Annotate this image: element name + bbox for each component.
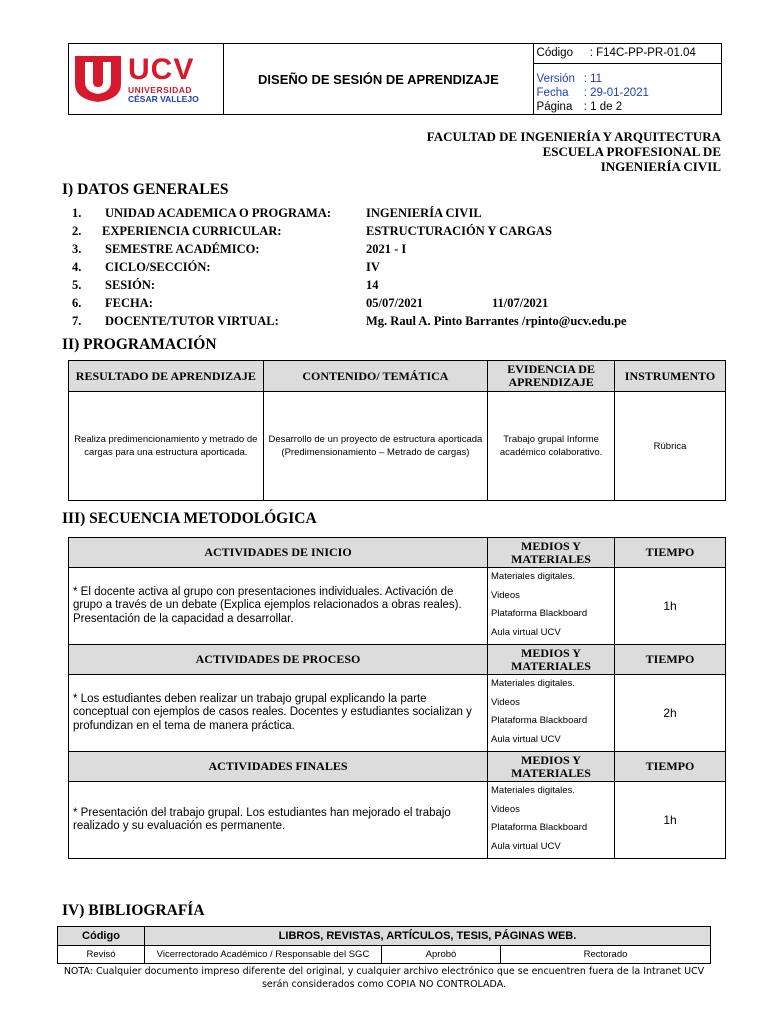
- tiempo-header: TIEMPO: [615, 645, 726, 675]
- table-cell: Rúbrica: [615, 392, 726, 501]
- rectorado-label: Rectorado: [501, 946, 711, 964]
- logo-cell: [69, 44, 224, 115]
- row-value: IV: [366, 260, 380, 274]
- section-title-secuencia: III) SECUENCIA METODOLÓGICA: [62, 510, 317, 527]
- faculty-block: [427, 129, 721, 174]
- block-header: ACTIVIDADES DE PROCESO: [69, 645, 488, 675]
- row-num: 1.: [72, 206, 82, 220]
- datos-list: [72, 204, 722, 330]
- document-header: [68, 43, 722, 115]
- faculty-line3: INGENIERÍA CIVIL: [600, 159, 721, 174]
- logo-line1: UNIVERSIDAD: [128, 85, 193, 95]
- signature-row: [58, 946, 711, 964]
- codigo-value: : F14C-PP-PR-01.04: [589, 47, 696, 59]
- row-value: 14: [366, 278, 379, 292]
- bib-col-libros: LIBROS, REVISTAS, ARTÍCULOS, TESIS, PÁGINAS WEB.: [145, 927, 711, 946]
- section-title-programacion: II) PROGRAMACIÓN: [62, 336, 217, 353]
- datos-row: [72, 204, 722, 222]
- table-row: [69, 675, 726, 752]
- row-num: 3.: [72, 242, 82, 256]
- list-item: Materiales digitales.: [491, 571, 575, 582]
- ucv-logo: [69, 54, 223, 104]
- row-value: INGENIERÍA CIVIL: [366, 206, 482, 220]
- datos-row: [72, 294, 722, 312]
- pagina-value: : 1 de 2: [583, 101, 623, 113]
- list-item: Materiales digitales.: [491, 785, 575, 796]
- row-label: SEMESTRE ACADÉMICO:: [105, 242, 260, 256]
- list-item: Plataforma Blackboard: [491, 822, 588, 833]
- reviso-label: Revisó: [58, 946, 145, 964]
- row-value-end: 11/07/2021: [492, 296, 549, 310]
- medios-header: MEDIOS Y MATERIALES: [488, 538, 615, 568]
- section-title-datos: I) DATOS GENERALES: [62, 181, 229, 198]
- ucv-shield-icon: [73, 54, 123, 104]
- datos-row: [72, 240, 722, 258]
- faculty-line2: ESCUELA PROFESIONAL DE: [542, 144, 721, 159]
- block-header: ACTIVIDADES FINALES: [69, 752, 488, 782]
- note-line2: serán considerados como COPIA NO CONTROLADA.: [261, 979, 507, 990]
- faculty-line1: FACULTAD DE INGENIERÍA Y ARQUITECTURA: [426, 129, 721, 144]
- programacion-table: [68, 360, 726, 501]
- responsable-label: Vicerrectorado Académico / Responsable del SGC: [145, 946, 382, 964]
- aprobo-label: Aprobó: [382, 946, 501, 964]
- row-label: FECHA:: [105, 296, 153, 310]
- note-line1: NOTA: Cualquier documento impreso diferente del original, y cualquier archivo electrónico que se encuentren fuera de la Intranet UCV: [63, 966, 705, 977]
- table-cell: Desarrollo de un proyecto de estructura aporticada (Predimensionamiento – Metrado de cargas): [263, 392, 488, 501]
- table-row: [69, 392, 726, 501]
- row-label: UNIDAD ACADEMICA O PROGRAMA:: [105, 206, 332, 220]
- row-value: 05/07/2021: [366, 296, 423, 310]
- block-header: ACTIVIDADES DE INICIO: [69, 538, 488, 568]
- list-item: Materiales digitales.: [491, 678, 575, 689]
- row-num: 5.: [72, 278, 82, 292]
- document-meta: [533, 44, 721, 115]
- version-label: Versión: [536, 73, 575, 85]
- secuencia-table: [68, 537, 726, 859]
- logo-line2: CÉSAR VALLEJO: [128, 93, 199, 104]
- datos-row: [72, 258, 722, 276]
- version-value: : 11: [583, 73, 603, 85]
- fecha-value: : 29-01-2021: [583, 87, 649, 99]
- row-num: 6.: [72, 296, 82, 310]
- datos-row: [72, 222, 722, 240]
- logo-text: UCV: [128, 53, 195, 86]
- medios-header: MEDIOS Y MATERIALES: [488, 645, 615, 675]
- row-value: ESTRUCTURACIÓN Y CARGAS: [366, 224, 552, 238]
- footer-note: [48, 965, 720, 991]
- list-item: Aula virtual UCV: [491, 733, 561, 745]
- codigo-label: Código: [536, 47, 573, 59]
- pagina-label: Página: [536, 101, 573, 113]
- row-label: EXPERIENCIA CURRICULAR:: [102, 224, 282, 238]
- activity-text: * El docente activa al grupo con presentaciones individuales. Activación de grupo a través de un debate (Explica ejemplos relacionados a obras reales). Presentación de la capacidad a desarrollar.: [69, 568, 488, 645]
- col-header: CONTENIDO/ TEMÁTICA: [263, 361, 488, 392]
- row-num: 4.: [72, 260, 82, 274]
- list-item: Plataforma Blackboard: [491, 715, 588, 726]
- table-row: [69, 568, 726, 645]
- list-item: Plataforma Blackboard: [491, 608, 588, 619]
- row-label: SESIÓN:: [105, 278, 156, 292]
- list-item: Videos: [491, 803, 520, 815]
- medios-list: [488, 675, 615, 752]
- col-header: INSTRUMENTO: [615, 361, 726, 392]
- row-value: Mg. Raul A. Pinto Barrantes /rpinto@ucv.edu.pe: [366, 314, 627, 328]
- bib-col-codigo: Código: [58, 927, 145, 946]
- list-item: Videos: [491, 696, 520, 708]
- row-label: CICLO/SECCIÓN:: [105, 260, 211, 274]
- datos-row: [72, 312, 722, 330]
- tiempo-header: TIEMPO: [615, 752, 726, 782]
- activity-text: * Los estudiantes deben realizar un trabajo grupal explicando la parte conceptual con ejemplos de casos reales. Docentes y estudiantes socializan y profundizan en el tema de manera práctica.: [69, 675, 488, 752]
- table-cell: Trabajo grupal Informe académico colaborativo.: [488, 392, 615, 501]
- bibliografia-table: [57, 926, 711, 964]
- col-header: EVIDENCIA DE APRENDIZAJE: [488, 361, 615, 392]
- row-value: 2021 - I: [366, 242, 407, 256]
- row-label: DOCENTE/TUTOR VIRTUAL:: [105, 314, 279, 328]
- tiempo-value: 1h: [615, 782, 726, 859]
- medios-list: [488, 568, 615, 645]
- list-item: Aula virtual UCV: [491, 840, 561, 852]
- page-title: DISEÑO DE SESIÓN DE APRENDIZAJE: [224, 44, 533, 115]
- datos-row: [72, 276, 722, 294]
- list-item: Videos: [491, 589, 520, 601]
- table-cell: Realiza predimencionamiento y metrado de cargas para una estructura aporticada.: [69, 392, 264, 501]
- list-item: Aula virtual UCV: [491, 626, 561, 638]
- tiempo-header: TIEMPO: [615, 538, 726, 568]
- tiempo-value: 2h: [615, 675, 726, 752]
- medios-header: MEDIOS Y MATERIALES: [488, 752, 615, 782]
- row-num: 2.: [72, 224, 82, 238]
- fecha-label: Fecha: [536, 87, 569, 99]
- tiempo-value: 1h: [615, 568, 726, 645]
- activity-text: * Presentación del trabajo grupal. Los estudiantes han mejorado el trabajo realizado y su evaluación es permanente.: [69, 782, 488, 859]
- row-num: 7.: [72, 314, 82, 328]
- section-title-bibliografia: IV) BIBLIOGRAFÍA: [62, 902, 205, 919]
- medios-list: [488, 782, 615, 859]
- table-row: [69, 782, 726, 859]
- col-header: RESULTADO DE APRENDIZAJE: [69, 361, 264, 392]
